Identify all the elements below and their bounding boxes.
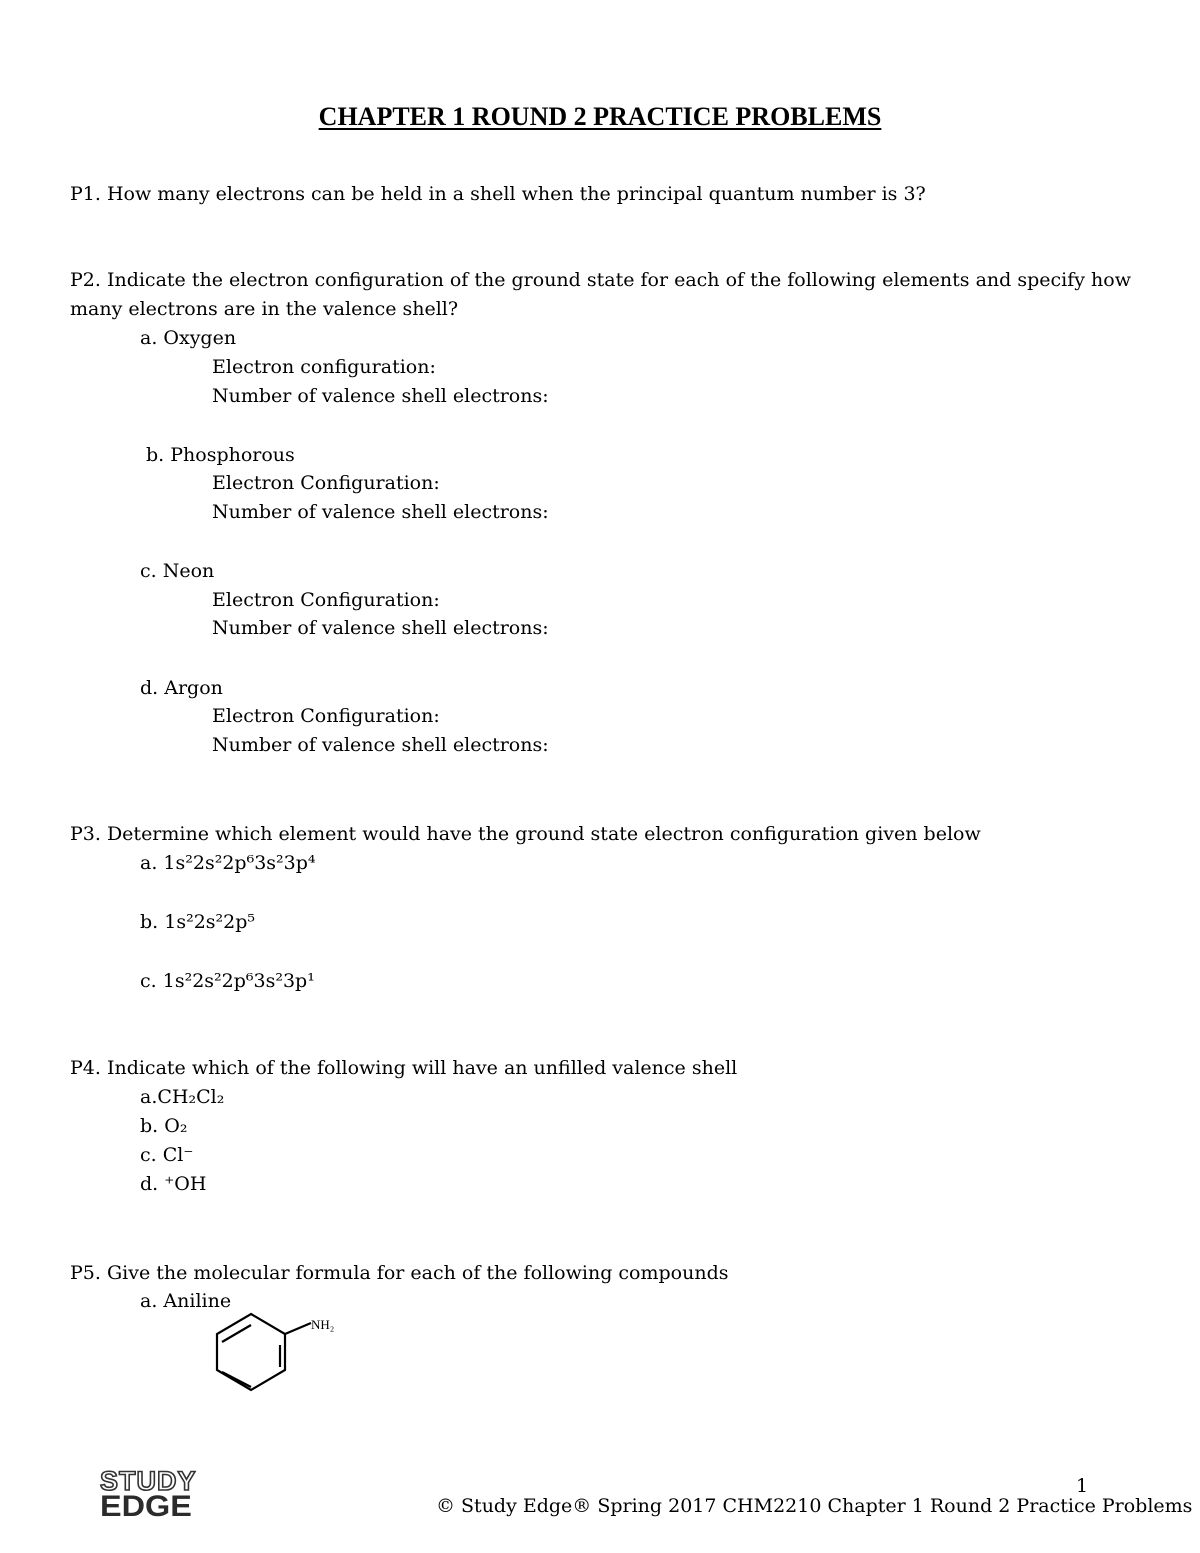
p3a-label: a. bbox=[140, 852, 158, 874]
p3-question: P3. Determine which element would have the ground state electron configuration given below bbox=[70, 823, 981, 845]
footer-copyright: © Study Edge® Spring 2017 CHM2210 Chapter 1 Round 2 Practice Problems bbox=[436, 1495, 1193, 1517]
p5a-label: a. Aniline bbox=[140, 1290, 232, 1312]
page-title: CHAPTER 1 ROUND 2 PRACTICE PROBLEMS bbox=[318, 102, 882, 131]
p2b-valence-prompt: Number of valence shell electrons: bbox=[212, 501, 549, 523]
nh2-label: NH₂ bbox=[311, 1317, 335, 1332]
study-edge-logo-study: STUDY bbox=[100, 1466, 197, 1496]
p2a-label: a. Oxygen bbox=[140, 327, 237, 349]
p4b-option: b. O₂ bbox=[140, 1115, 188, 1137]
p3b-item bbox=[140, 910, 255, 934]
c-n-bond bbox=[285, 1323, 311, 1334]
p5-question: P5. Give the molecular formula for each of the following compounds bbox=[70, 1262, 729, 1284]
p2a-config-prompt: Electron configuration: bbox=[212, 356, 436, 378]
p2a-valence-prompt: Number of valence shell electrons: bbox=[212, 385, 549, 407]
p2c-label: c. Neon bbox=[140, 560, 215, 582]
p2b-config-prompt: Electron Configuration: bbox=[212, 472, 440, 494]
p4-question: P4. Indicate which of the following will have an unfilled valence shell bbox=[70, 1057, 738, 1079]
p2c-valence-prompt: Number of valence shell electrons: bbox=[212, 617, 549, 639]
p4a-option: a.CH₂Cl₂ bbox=[140, 1086, 225, 1108]
p3a-item bbox=[140, 851, 316, 875]
p3c-config: 1s²2s²2p⁶3s²3p¹ bbox=[162, 970, 315, 992]
benzene-ring bbox=[217, 1314, 311, 1390]
ring-double-bond-3 bbox=[222, 1372, 251, 1387]
study-edge-logo-edge: EDGE bbox=[100, 1490, 192, 1523]
p3a-config: 1s²2s²2p⁶3s²3p⁴ bbox=[163, 852, 316, 874]
p3b-config: 1s²2s²2p⁵ bbox=[164, 911, 256, 933]
p2c-config-prompt: Electron Configuration: bbox=[212, 589, 440, 611]
p3b-label: b. bbox=[140, 911, 159, 933]
p2-question-line2: many electrons are in the valence shell? bbox=[70, 298, 459, 320]
p3c-label: c. bbox=[140, 970, 157, 992]
p2d-config-prompt: Electron Configuration: bbox=[212, 705, 440, 727]
p2d-valence-prompt: Number of valence shell electrons: bbox=[212, 734, 549, 756]
p1-question: P1. How many electrons can be held in a shell when the principal quantum number is 3? bbox=[70, 183, 926, 205]
p4c-option: c. Cl⁻ bbox=[140, 1144, 194, 1166]
p2-question-line1: P2. Indicate the electron configuration of the ground state for each of the following elements and specify how bbox=[70, 269, 1131, 291]
p3c-item bbox=[140, 969, 315, 993]
aniline-structure bbox=[205, 1312, 355, 1397]
page-number: 1 bbox=[1076, 1475, 1089, 1497]
p2b-label: b. Phosphorous bbox=[146, 444, 295, 466]
p2d-label: d. Argon bbox=[140, 677, 223, 699]
p4d-option: d. ⁺OH bbox=[140, 1173, 207, 1195]
